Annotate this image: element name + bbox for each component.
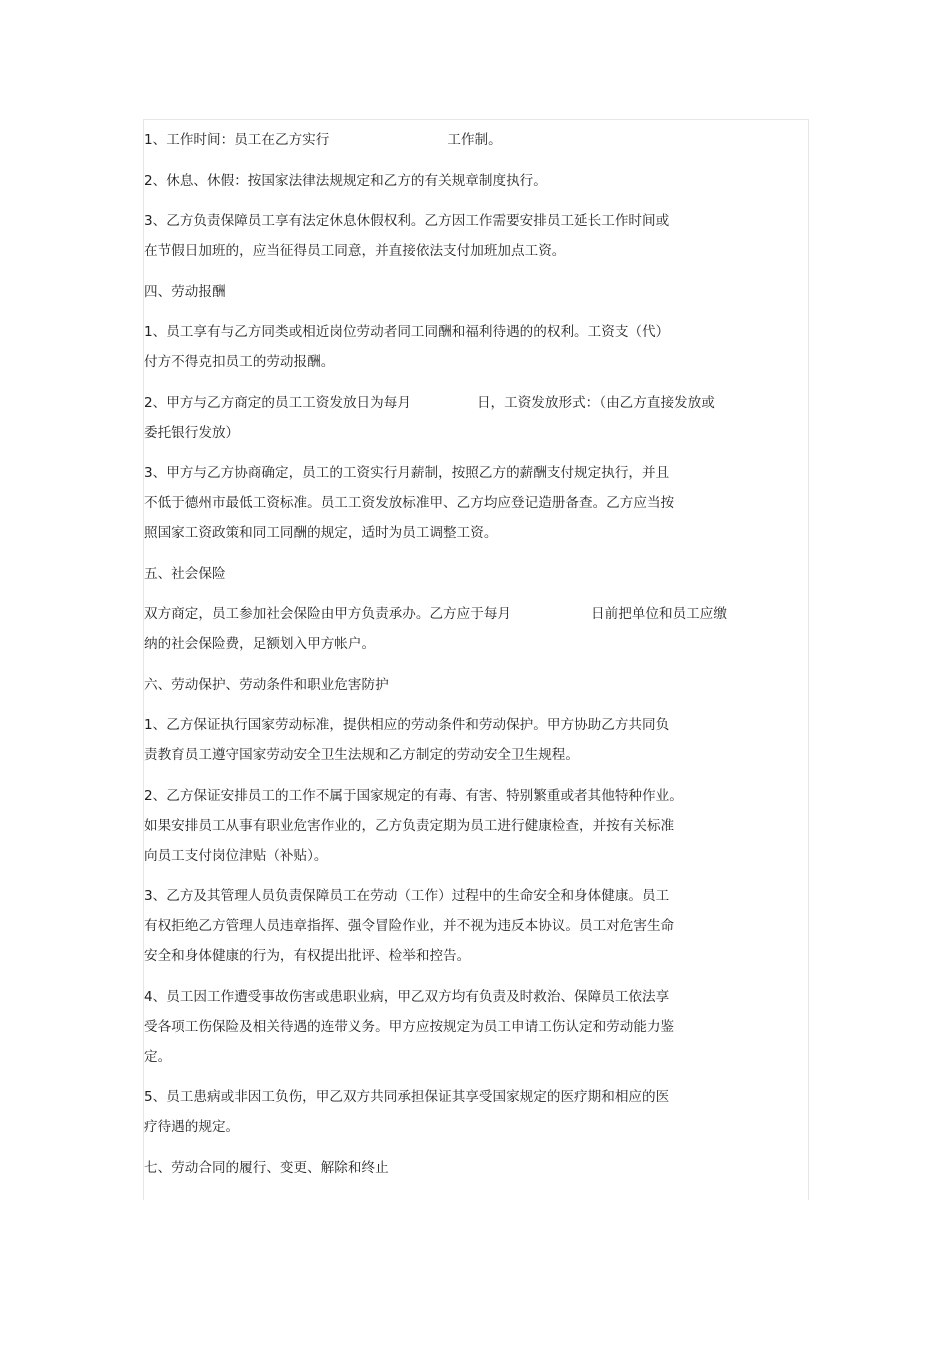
paragraph-work-injury — [144, 982, 784, 1072]
text-line: 在节假日加班的，应当征得员工同意，并直接依法支付加班加点工资。 — [144, 243, 566, 259]
paragraph-rest-rights — [144, 206, 784, 266]
text-line: 定。 — [144, 1048, 172, 1065]
text-line: 委托银行发放） — [144, 424, 240, 441]
text-line: 向员工支付岗位津贴（补贴）。 — [144, 847, 328, 864]
text-line: 2、乙方保证安排员工的工作不属于国家规定的有毒、有害、特别繁重或者其他特种作业。 — [144, 787, 683, 804]
section-heading-social-insurance — [144, 559, 784, 589]
paragraph-equal-pay — [144, 317, 784, 377]
text-line: 5、员工患病或非因工负伤，甲乙双方共同承担保证其享受国家规定的医疗期和相应的医 — [144, 1089, 670, 1105]
text-line: 付方不得克扣员工的劳动报酬。 — [144, 354, 335, 370]
paragraph-illness — [144, 1082, 784, 1142]
text-line: 2、休息、休假：按国家法律法规规定和乙方的有关规章制度执行。 — [144, 172, 547, 189]
text-line: 安全和身体健康的行为，有权提出批评、检举和控告。 — [144, 948, 471, 964]
paragraph-pay-date — [144, 388, 784, 448]
text-line: 工作制。 — [447, 132, 502, 148]
text-line: 4、员工因工作遭受事故伤害或患职业病，甲乙双方均有负责及时救治、保障员工依法享 — [144, 988, 670, 1005]
text-line: 1、员工享有与乙方同类或相近岗位劳动者同工同酬和福利待遇的的权利。工资支（代） — [144, 324, 670, 340]
text-line: 受各项工伤保险及相关待遇的连带义务。甲方应按规定为员工申请工伤认定和劳动能力鉴 — [144, 1018, 675, 1035]
section-heading-contract-termination — [144, 1153, 784, 1183]
section-title: 六、劳动保护、劳动条件和职业危害防护 — [144, 676, 389, 693]
paragraph-work-hours — [144, 125, 784, 155]
text-line: 3、乙方及其管理人员负责保障员工在劳动（工作）过程中的生命安全和身体健康。员工 — [144, 888, 670, 904]
section-title: 七、劳动合同的履行、变更、解除和终止 — [144, 1159, 389, 1176]
text-line: 2、甲方与乙方商定的员工工资发放日为每月 — [144, 394, 411, 411]
text-line: 日前把单位和员工应缴 — [591, 606, 727, 622]
text-line: 责教育员工遵守国家劳动安全卫生法规和乙方制定的劳动安全卫生规程。 — [144, 747, 579, 763]
text-line: 3、甲方与乙方协商确定，员工的工资实行月薪制，按照乙方的薪酬支付规定执行，并且 — [144, 465, 670, 481]
text-line: 不低于德州市最低工资标准。员工工资发放标准甲、乙方均应登记造册备查。乙方应当按 — [144, 495, 675, 511]
paragraph-safety-health — [144, 881, 784, 971]
section-title: 五、社会保险 — [144, 565, 226, 582]
text-line: 照国家工资政策和同工同酬的规定，适时为员工调整工资。 — [144, 525, 498, 541]
section-title: 四、劳动报酬 — [144, 283, 226, 300]
paragraph-monthly-salary — [144, 458, 784, 548]
text-line: 双方商定，员工参加社会保险由甲方负责承办。乙方应于每月 — [144, 606, 512, 622]
text-line: 1、乙方保证执行国家劳动标准，提供相应的劳动条件和劳动保护。甲方协助乙方共同负 — [144, 717, 670, 733]
text-line: 1、工作时间：员工在乙方实行 — [144, 132, 330, 148]
text-line: 疗待遇的规定。 — [144, 1119, 240, 1135]
section-heading-remuneration — [144, 277, 784, 307]
paragraph-insurance-payment — [144, 599, 784, 659]
text-line: 日，工资发放形式：（由乙方直接发放或 — [476, 394, 715, 411]
text-line: 纳的社会保险费，足额划入甲方帐户。 — [144, 636, 376, 652]
paragraph-rest-leave — [144, 166, 784, 196]
text-line: 有权拒绝乙方管理人员违章指挥、强令冒险作业，并不视为违反本协议。员工对危害生命 — [144, 918, 675, 934]
paragraph-labor-standards — [144, 710, 784, 770]
document-body — [144, 125, 784, 1193]
paragraph-hazardous-work — [144, 781, 784, 871]
text-line: 如果安排员工从事有职业危害作业的，乙方负责定期为员工进行健康检查，并按有关标准 — [144, 817, 675, 834]
section-heading-labor-protection — [144, 670, 784, 700]
text-line: 3、乙方负责保障员工享有法定休息休假权利。乙方因工作需要安排员工延长工作时间或 — [144, 213, 670, 229]
